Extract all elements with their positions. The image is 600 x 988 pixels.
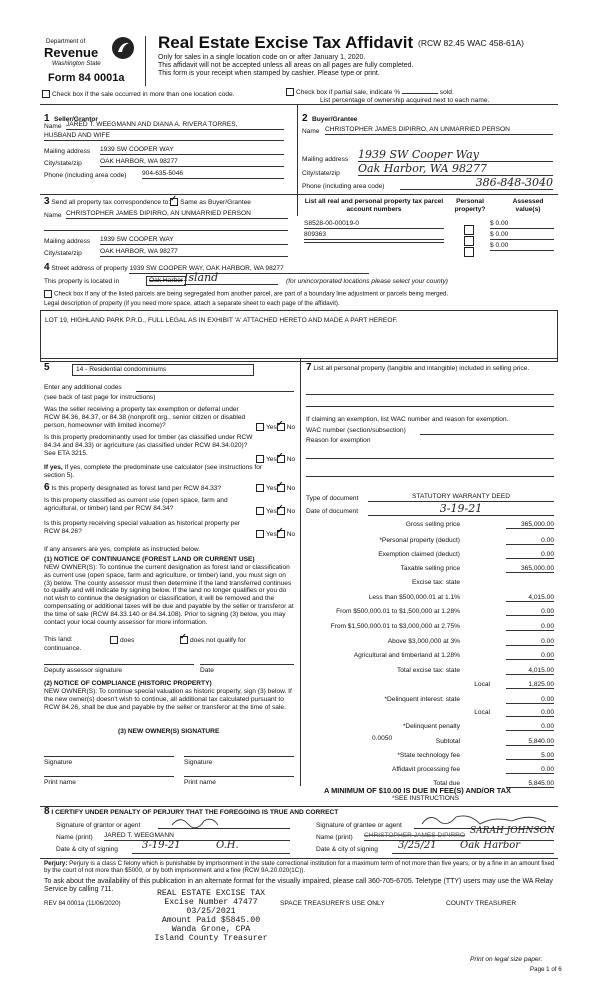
same-as-buyer-checkbox[interactable] xyxy=(170,198,178,206)
tax-address-label: Mailing address xyxy=(44,238,91,245)
tax-row-amount[interactable]: 0.00 xyxy=(506,623,554,631)
seller-name-line1[interactable]: JARED T. WEEGMANN AND DIANA A. RIVERA TORRES, xyxy=(66,121,284,130)
does-not-checkbox[interactable]: ✓ does not qualify for xyxy=(180,636,246,645)
q-timber-note xyxy=(44,464,274,480)
stamp-line-6: Island County Treasurer xyxy=(154,933,268,943)
correspondence-row: 3 Send all property tax correspondence to:✓ Same as Buyer/Grantee xyxy=(44,198,251,207)
tax-row-label: *Delinquent interest: state xyxy=(384,696,460,703)
tax-row-label: Agricultural and timberland at 1.28% xyxy=(353,652,460,659)
seller-phone[interactable]: 904-635-5046 xyxy=(142,170,284,179)
owner-print-label-2: Print name xyxy=(184,779,216,786)
page-title: Real Estate Excise Tax Affidavit xyxy=(158,33,414,52)
seller-city-label: City/state/zip xyxy=(44,160,82,167)
tax-row-label: Affidavit processing fee xyxy=(391,766,460,773)
tax-row-label: Total due xyxy=(433,780,460,787)
buyer-section-heading: 2 Buyer/Grantee xyxy=(302,113,358,124)
list-personal: 7 List all personal property (tangible and intangible) included in selling price. xyxy=(306,362,530,373)
q-timber-note-text: If yes, complete the predominate use calculator (see instructions for section 5). xyxy=(44,464,263,479)
multi-location-checkbox[interactable]: Check box if the sale occurred in more than one location code. xyxy=(42,90,235,99)
revenue-logo-icon xyxy=(111,36,135,60)
parcel-number[interactable]: 809363 xyxy=(304,231,444,240)
grantor-date-label: Date & city of signing xyxy=(56,846,118,853)
parcel-number[interactable] xyxy=(304,242,444,243)
grantee-city[interactable]: Oak Harbor xyxy=(460,840,521,851)
notice1-title: (1) NOTICE OF CONTINUANCE (FOREST LAND OR CURRENT USE) xyxy=(44,556,255,563)
q-exemption: Was the seller receiving a property tax exemption or deferral under RCW 84.36, 84.37, or 84.38 (nonprofit org., senior citizen or disabled person, homeowner with limited income)? xyxy=(44,406,246,429)
assessed-value[interactable]: $ 0.00 xyxy=(490,242,554,251)
tax-row-label: Total excise tax: state xyxy=(396,667,460,674)
dept-state: Washington State xyxy=(52,60,101,67)
subtitle-2: This affidavit will not be accepted unless all areas on all pages are fully completed. xyxy=(158,62,414,69)
perjury-text: Perjury is a class C felony which is punishable by imprisonment in the state correctional institution for a maximum term of not more than five years, or by a fine in an amount fixed by the court of not more than $5000, or by both imprisonment and a fine (RCW 9A.20.020(1C)). xyxy=(44,860,555,875)
personal-col-header: Personal property? xyxy=(454,198,486,213)
q-timber-answer[interactable]: Yes✓ No xyxy=(256,455,295,464)
tax-row-label: Less than $500,000.01 at 1.1% xyxy=(368,594,460,601)
treasurer-use: SPACE TREASURER'S USE ONLY xyxy=(280,900,385,907)
dept-line1: Department of xyxy=(46,38,86,45)
tax-row-label: *Personal property (deduct) xyxy=(379,537,460,544)
perjury-notice xyxy=(44,860,556,875)
located-handwritten[interactable]: Island xyxy=(184,271,278,285)
buyer-city[interactable]: Oak Harbor, WA 98277 xyxy=(358,162,553,176)
notice1-body: NEW OWNER(S): To continue the current designation as forest land or classification as current use (open space, farm and agriculture, or timber) land, you must sign on (3) below. The county assessor must then determine if the land transferred continues to qualify and will indicate by signing below. If the land no longer qualifies or you do not wish to continue the designation or classification, it will be removed and the compensating or additional taxes will be due and payable by the seller or transferor at the time of sale (RCW 84.33.140 or 84.34.108). Prior to signing (3) below, you may contact your local county assessor for more information. xyxy=(44,564,294,626)
alternate-format: To ask about the availability of this publication in an alternate format for the visually impaired, please call 360-705-6705. Teletype (TTY) users may use the WA Relay Service by calling 711. xyxy=(44,878,553,894)
additional-codes-label: Enter any additional codes xyxy=(44,384,122,391)
page-number: Page 1 of 6 xyxy=(530,966,562,973)
tax-row-amount[interactable]: 365,000.00 xyxy=(506,565,554,573)
tax-name[interactable]: CHRISTOPHER JAMES DIPIRRO, AN UNMARRIED PERSON xyxy=(66,210,288,219)
seller-address-label: Mailing address xyxy=(44,148,91,155)
exemption-claim-label: If claiming an exemption, list WAC number and reason for exemption. xyxy=(306,416,509,423)
grantee-name-label: Name (print) xyxy=(316,834,353,841)
section5-number: 5 xyxy=(44,362,50,373)
buyer-name-label: Name xyxy=(302,128,320,135)
street-row: 4 Street address of property 1939 SW COOPER WAY, OAK HARBOR, WA 98277 xyxy=(44,264,369,274)
owner-signature-label-1: Signature xyxy=(44,759,73,766)
tax-row-amount[interactable]: 0.00 xyxy=(506,537,554,545)
grantee-sig-label: Signature of grantee or agent xyxy=(316,822,402,829)
grantor-name-label: Name (print) xyxy=(56,834,93,841)
deputy-signature-label: Deputy assessor signature xyxy=(44,667,123,674)
segregated-checkbox[interactable]: Check box if any of the listed parcels are being segregated from another parcel, are part of a boundary line adjustment or parcels being merged. xyxy=(44,290,448,298)
grantee-name-handwritten[interactable]: SARAH JOHNSON xyxy=(470,826,555,836)
tax-row-label: Subtotal xyxy=(435,738,460,745)
notice2-title: (2) NOTICE OF COMPLIANCE (HISTORIC PROPERTY) xyxy=(44,680,212,687)
buyer-phone[interactable]: 386-848-3040 xyxy=(400,176,553,190)
grantor-signature[interactable] xyxy=(158,814,290,829)
tax-row-label: *State technology fee xyxy=(397,752,460,759)
tax-address[interactable]: 1939 SW COOPER WAY xyxy=(100,236,288,245)
tax-row-amount[interactable]: 365,000.00 xyxy=(506,521,554,529)
stamp-line-3: 03/25/2021 xyxy=(186,906,236,916)
deputy-date-label: Date xyxy=(200,667,214,674)
tax-city-label: City/state/zip xyxy=(44,250,82,257)
partial-sale-checkbox[interactable]: Check box if partial sale, indicate % sold. xyxy=(286,88,454,97)
tax-row-amount[interactable]: 0.00 xyxy=(506,696,554,704)
seller-name-label: Name xyxy=(44,123,62,130)
tax-row-label: From $1,500,000.01 to $3,000,000 at 2.75% xyxy=(330,623,460,630)
seller-name-line2[interactable]: HUSBAND AND WIFE xyxy=(44,132,284,141)
land-use-code[interactable]: 14 - Residential condominiums xyxy=(72,364,254,376)
owner-signature-label-2: Signature xyxy=(184,759,213,766)
local-rate: 0.0050 xyxy=(372,735,393,742)
does-checkbox[interactable]: does xyxy=(110,636,134,645)
wac-label: WAC number (section/subsection) xyxy=(306,427,406,434)
tax-row-amount[interactable]: 0.00 xyxy=(506,723,554,731)
stamp-line-4: Amount Paid $5845.00 xyxy=(161,915,261,925)
tax-row-amount[interactable]: 5.00 xyxy=(506,752,554,760)
q-historic: Is this property receiving special valuation as historical property per RCW 84.26? xyxy=(44,520,241,535)
personal-property-checkbox[interactable] xyxy=(464,243,476,261)
q-timber: Is this property predominantly used for timber (as classified under RCW 84.34 and 84.33) or agriculture (as classified under RCW 84.34.020)? See ETA 3215. xyxy=(44,434,253,457)
reason-label: Reason for exemption xyxy=(306,437,371,444)
tax-row-label: Gross selling price xyxy=(405,521,460,528)
q-forest-answer[interactable]: Yes✓ No xyxy=(256,484,295,493)
grantee-name[interactable]: CHRISTOPHER JAMES DIPIRRO xyxy=(364,832,554,841)
stamp-line-1: REAL ESTATE EXCISE TAX xyxy=(156,889,266,898)
partial-sale-note: List percentage of ownership acquired next to each name. xyxy=(320,97,490,104)
located-struck[interactable]: Oak Harbor xyxy=(146,276,186,286)
doc-type-label: Type of document xyxy=(306,495,359,502)
tax-row-label: Local xyxy=(474,709,490,716)
tax-row-amount[interactable]: 5,840.00 xyxy=(506,738,554,746)
legal-paper-note: Print on legal size paper. xyxy=(470,956,543,963)
tax-row-amount[interactable]: 4,015.00 xyxy=(506,594,554,602)
this-land-label: This land: xyxy=(44,636,73,643)
tax-row-amount[interactable]: 0.00 xyxy=(506,766,554,774)
buyer-city-label: City/state/zip xyxy=(302,170,340,177)
tax-city[interactable]: OAK HARBOR, WA 98277 xyxy=(100,248,288,257)
doc-date-label: Date of document xyxy=(306,508,359,515)
doc-type[interactable]: STATUTORY WARRANTY DEED xyxy=(368,493,554,502)
rcw-reference: (RCW 82.45 WAC 458-61A) xyxy=(418,38,524,48)
grantor-date[interactable]: 3-19-21 xyxy=(142,840,181,851)
tax-row-label: Taxable selling price xyxy=(400,565,460,572)
parcel-number[interactable]: S8528-00-00019-0 xyxy=(304,220,444,229)
tax-row-amount[interactable]: 0.00 xyxy=(506,709,554,717)
cashier-stamp xyxy=(136,890,286,943)
buyer-address[interactable]: 1939 SW Cooper Way xyxy=(358,148,553,162)
assessed-value[interactable]: $ 0.00 xyxy=(490,220,554,229)
owner-print-label-1: Print name xyxy=(44,779,76,786)
tax-row-amount[interactable]: 1,825.00 xyxy=(506,681,554,689)
tax-row-amount[interactable]: 5,845.00 xyxy=(506,780,554,788)
q-current-use: Is this property classified as current use (open space, farm and agricultural, or timber) land per RCW 84.34? xyxy=(44,497,228,512)
tax-row-amount[interactable]: 0.00 xyxy=(506,652,554,660)
if-yes-note: If any answers are yes, complete as instructed below. xyxy=(44,546,201,553)
seller-section-heading: 1 Seller/Grantor xyxy=(44,113,98,124)
tax-row-label: *Delinquent penalty xyxy=(402,723,460,730)
revision-number: REV 84 0001a (11/06/2020) xyxy=(44,900,121,907)
tax-row-amount[interactable]: 0.00 xyxy=(506,608,554,616)
legal-description[interactable]: LOT 19, HIGHLAND PARK P.R.D., FULL LEGAL AS IN EXHIBIT 'A' ATTACHED HERETO AND MADE A PART HEREOF. xyxy=(40,310,558,362)
certify-statement: 8 I CERTIFY UNDER PENALTY OF PERJURY THAT THE FOREGOING IS TRUE AND CORRECT xyxy=(44,806,339,817)
stamp-line-2: Excise Number 47477 xyxy=(164,897,258,907)
see-back-note: (see back of last page for instructions) xyxy=(44,394,156,401)
tax-row-amount[interactable]: 0.00 xyxy=(506,551,554,559)
grantor-name[interactable]: JARED T. WEEGMANN xyxy=(104,832,290,841)
tax-row-label: From $500,000.01 to $1,500,000 at 1.28% xyxy=(336,608,460,615)
tax-row-label: Exemption claimed (deduct) xyxy=(378,551,460,558)
buyer-phone-label: Phone (including area code) xyxy=(302,183,385,190)
doc-date[interactable]: 3-19-21 xyxy=(368,502,554,516)
parcel-col-header: List all real and personal property tax parcel account numbers xyxy=(304,198,444,213)
seller-city[interactable]: OAK HARBOR, WA 98277 xyxy=(100,158,284,167)
notice3-title: (3) NEW OWNER(S) SIGNATURE xyxy=(118,728,220,735)
q-historic-answer[interactable]: Yes✓ No xyxy=(256,530,295,539)
tax-row-label: Above $3,000,000 at 3% xyxy=(387,638,460,645)
seller-address[interactable]: 1939 SW COOPER WAY xyxy=(100,146,284,155)
form-number: Form 84 0001a xyxy=(48,72,125,84)
subtitle-1: Only for sales in a single location code on or after January 1, 2020. xyxy=(158,54,366,61)
subtitle-3: This form is your receipt when stamped by cashier. Please type or print. xyxy=(158,70,380,77)
grantee-date[interactable]: 3/25/21 xyxy=(398,840,437,851)
assessed-col-header: Assessed value(s) xyxy=(512,198,544,213)
stamp-line-5: Wanda Grone, CPA xyxy=(171,924,251,934)
see-instructions: *SEE INSTRUCTIONS xyxy=(392,795,460,802)
grantee-date-label: Date & city of signing xyxy=(316,846,378,853)
located-label: This property is located in xyxy=(44,278,120,285)
minimum-notice: A MINIMUM OF $10.00 IS DUE IN FEE(S) AND/OR TAX xyxy=(324,786,511,795)
tax-row-label: Local xyxy=(474,681,490,688)
located-note: (for unincorporated locations please select your county) xyxy=(286,278,449,285)
tax-row-amount[interactable]: 4,015.00 xyxy=(506,667,554,675)
grantor-sig-label: Signature of grantor or agent xyxy=(56,822,141,829)
tax-name-label: Name xyxy=(44,212,62,219)
county-treasurer: COUNTY TREASURER xyxy=(446,900,517,907)
q-forest: 6 Is this property designated as forest land per RCW 84.33? xyxy=(44,482,222,493)
grantor-city[interactable]: O.H. xyxy=(216,840,239,851)
tax-row-amount[interactable]: 0.00 xyxy=(506,638,554,646)
buyer-name[interactable]: CHRISTOPHER JAMES DIPIRRO, AN UNMARRIED PERSON xyxy=(325,126,553,135)
perjury-label: Perjury: xyxy=(44,860,68,867)
legal-desc-label: Legal description of property (if you need more space, attach a separate sheet to each page of the affidavit). xyxy=(44,300,340,307)
continuance-label: continuance. xyxy=(44,645,82,652)
seller-phone-label: Phone (including area code) xyxy=(44,172,127,179)
q-timber-note-ifyes: If yes, xyxy=(44,464,63,471)
notice2-body: NEW OWNER(S): To continue special valuation as historic property, sign (3) below. If the new owner(s) doesn't wish to continue, all additional tax calculated pursuant to RCW 84.26, shall be due and payable by the seller or transferor at the time of sale. xyxy=(44,688,292,711)
q-exemption-answer[interactable]: Yes✓ No xyxy=(256,423,295,432)
dept-brand: Revenue xyxy=(44,45,99,60)
street-address[interactable]: 1939 SW COOPER WAY, OAK HARBOR, WA 98277 xyxy=(129,265,369,274)
assessed-value[interactable]: $ 0.00 xyxy=(490,231,554,240)
q-current-use-answer[interactable]: Yes✓ No xyxy=(256,507,295,516)
tax-row-label: Excise tax: state xyxy=(411,579,460,586)
buyer-address-label: Mailing address xyxy=(302,156,349,163)
